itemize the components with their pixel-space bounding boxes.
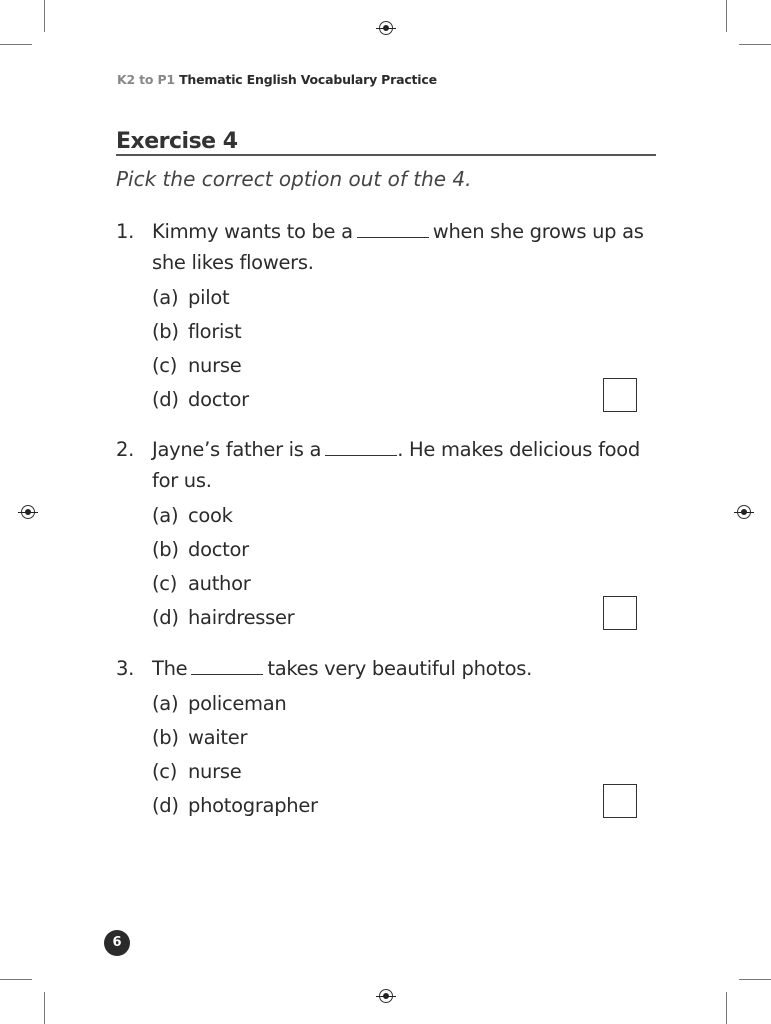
question-number: 2. — [116, 438, 135, 461]
crop-mark — [0, 979, 32, 980]
option-a: (a) pilot — [152, 286, 230, 309]
question-3 — [116, 653, 661, 817]
answer-blank — [191, 660, 263, 675]
question-1 — [116, 216, 661, 411]
option-c: (c) nurse — [152, 760, 242, 783]
answer-box-2[interactable] — [603, 596, 637, 630]
running-header — [117, 72, 437, 87]
header-level: K2 to P1 — [117, 72, 175, 87]
registration-mark-icon — [379, 989, 393, 1003]
registration-mark-icon — [379, 21, 393, 35]
title-underline — [116, 154, 656, 156]
option-b: (b) florist — [152, 320, 242, 343]
option-d: (d) doctor — [152, 388, 249, 411]
option-d: (d) hairdresser — [152, 606, 295, 629]
answer-blank — [357, 223, 429, 238]
crop-mark — [0, 44, 32, 45]
option-b: (b) doctor — [152, 538, 249, 561]
answer-box-3[interactable] — [603, 784, 637, 818]
question-number: 1. — [116, 220, 135, 243]
option-a: (a) policeman — [152, 692, 287, 715]
question-text: when she grows up as she likes flowers. — [152, 220, 644, 274]
exercise-title: Exercise 4 — [116, 129, 238, 154]
question-text: takes very beautiful photos. — [267, 657, 533, 680]
question-text: . He makes delicious food for us. — [152, 438, 640, 492]
option-c: (c) author — [152, 572, 251, 595]
crop-mark — [726, 992, 727, 1024]
option-a: (a) cook — [152, 504, 233, 527]
option-b: (b) waiter — [152, 726, 248, 749]
crop-mark — [739, 979, 771, 980]
question-2 — [116, 434, 661, 629]
crop-mark — [726, 0, 727, 32]
header-book-title: Thematic English Vocabulary Practice — [179, 72, 437, 87]
exercise-instruction: Pick the correct option out of the 4. — [116, 167, 472, 191]
option-c: (c) nurse — [152, 354, 242, 377]
crop-mark — [44, 0, 45, 32]
answer-blank — [325, 441, 397, 456]
registration-mark-icon — [21, 505, 35, 519]
answer-box-1[interactable] — [603, 378, 637, 412]
question-text: Kimmy wants to be a — [152, 220, 353, 243]
question-text: Jayne’s father is a — [152, 438, 322, 461]
crop-mark — [44, 992, 45, 1024]
page-number-badge: 6 — [104, 930, 130, 956]
crop-mark — [739, 44, 771, 45]
question-text: The — [152, 657, 188, 680]
option-d: (d) photographer — [152, 794, 318, 817]
question-number: 3. — [116, 657, 135, 680]
registration-mark-icon — [737, 505, 751, 519]
